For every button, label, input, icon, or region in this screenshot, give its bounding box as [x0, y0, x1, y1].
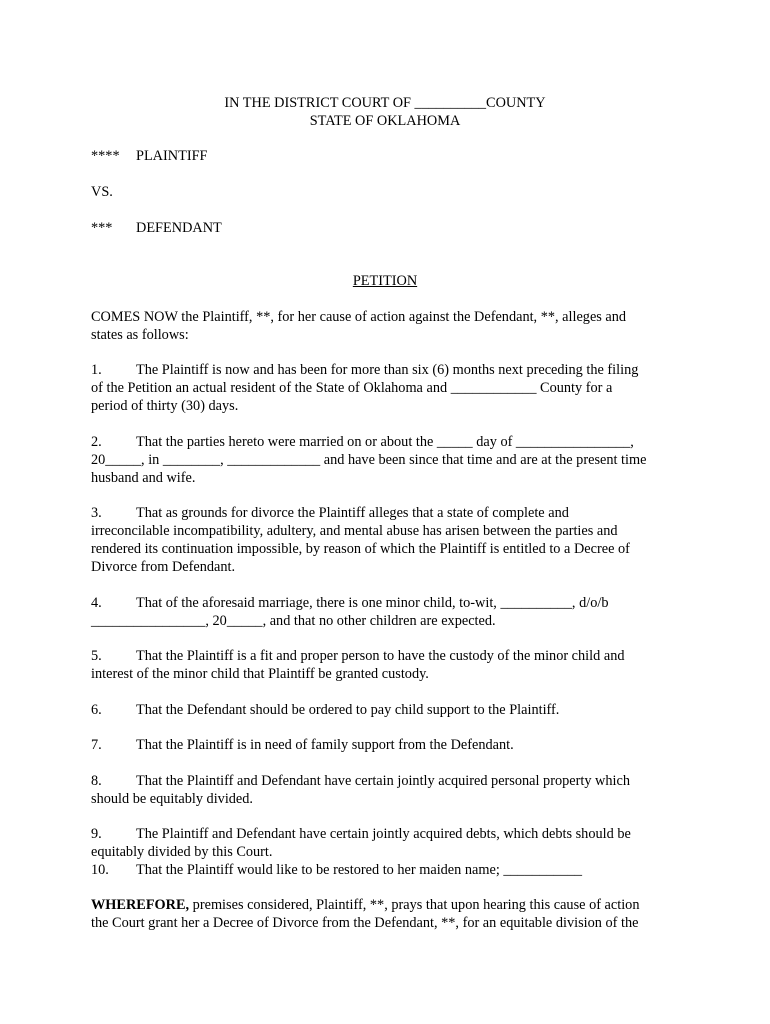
- paragraph-number: 10.: [91, 862, 109, 878]
- versus-label: VS.: [91, 184, 113, 200]
- paragraph-line: equitably divided by this Court.: [91, 844, 273, 860]
- paragraph-number: 3.: [91, 505, 102, 521]
- paragraph-line: That the Plaintiff is a fit and proper person to have the custody of the minor child and: [136, 648, 625, 664]
- paragraph-line: That of the aforesaid marriage, there is one minor child, to-wit, __________, d/o/b: [136, 595, 609, 611]
- paragraph-line: That the Plaintiff would like to be restored to her maiden name; ___________: [136, 862, 583, 878]
- plaintiff-mark: ****: [91, 148, 120, 164]
- intro-line: states as follows:: [91, 327, 189, 343]
- defendant-mark: ***: [91, 220, 113, 236]
- paragraph-number: 4.: [91, 595, 102, 611]
- paragraph-line: That the Defendant should be ordered to pay child support to the Plaintiff.: [136, 702, 560, 718]
- wherefore-line: [91, 896, 639, 914]
- paragraph-line: The Plaintiff and Defendant have certain jointly acquired debts, which debts should be: [136, 826, 631, 842]
- paragraph-line: of the Petition an actual resident of the State of Oklahoma and ____________ County for a: [91, 380, 613, 396]
- paragraph-number: 6.: [91, 702, 102, 718]
- wherefore-text: premises considered, Plaintiff, **, prays that upon hearing this cause of action: [189, 897, 640, 913]
- paragraph-line: That the parties hereto were married on or about the _____ day of ________________,: [136, 434, 634, 450]
- paragraph-line: 20_____, in ________, _____________ and have been since that time and are at the present time: [91, 452, 647, 468]
- wherefore-line-2: the Court grant her a Decree of Divorce from the Defendant, **, for an equitable division of the: [91, 915, 639, 931]
- court-heading: IN THE DISTRICT COURT OF __________COUNTY: [224, 95, 546, 111]
- paragraph-line: ________________, 20_____, and that no other children are expected.: [91, 613, 496, 629]
- intro-line: COMES NOW the Plaintiff, **, for her cause of action against the Defendant, **, alleges and: [91, 309, 627, 325]
- paragraph-line: should be equitably divided.: [91, 791, 254, 807]
- paragraph-line: rendered its continuation impossible, by reason of which the Plaintiff is entitled to a Decree of: [91, 541, 630, 557]
- paragraph-line: That the Plaintiff is in need of family support from the Defendant.: [136, 737, 514, 753]
- defendant-label: DEFENDANT: [136, 220, 222, 236]
- paragraph-line: interest of the minor child that Plaintiff be granted custody.: [91, 666, 429, 682]
- paragraph-number: 1.: [91, 362, 102, 378]
- paragraph-line: husband and wife.: [91, 470, 196, 486]
- paragraph-line: That as grounds for divorce the Plaintiff alleges that a state of complete and: [136, 505, 569, 521]
- paragraph-line: That the Plaintiff and Defendant have certain jointly acquired personal property which: [136, 773, 630, 789]
- paragraph-number: 5.: [91, 648, 102, 664]
- paragraph-line: The Plaintiff is now and has been for more than six (6) months next preceding the filing: [136, 362, 639, 378]
- paragraph-number: 9.: [91, 826, 102, 842]
- wherefore-lead: WHEREFORE,: [91, 897, 190, 913]
- state-heading: STATE OF OKLAHOMA: [309, 113, 461, 129]
- paragraph-line: period of thirty (30) days.: [91, 398, 239, 414]
- paragraph-line: irreconcilable incompatibility, adultery, and mental abuse has arisen between the parties and: [91, 523, 618, 539]
- document-title: PETITION: [352, 273, 418, 289]
- plaintiff-label: PLAINTIFF: [136, 148, 208, 164]
- paragraph-line: Divorce from Defendant.: [91, 559, 236, 575]
- paragraph-number: 8.: [91, 773, 102, 789]
- paragraph-number: 2.: [91, 434, 102, 450]
- paragraph-number: 7.: [91, 737, 102, 753]
